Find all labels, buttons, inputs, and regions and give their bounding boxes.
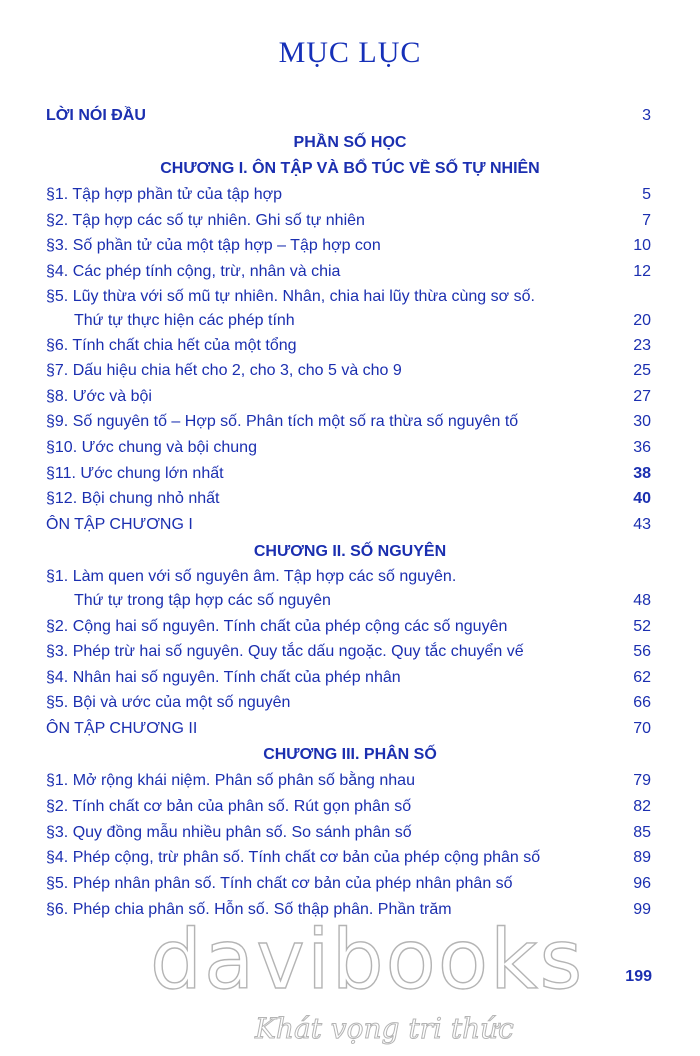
toc-entry-text: §1. Tập hợp phần tử của tập hợp: [46, 186, 283, 203]
toc-entry[interactable]: [46, 333, 651, 359]
toc-entry-page: 20: [633, 312, 651, 329]
toc-entry-text-continued: Thứ tự trong tập hợp các số nguyên: [74, 592, 331, 609]
toc-entry-text: LỜI NÓI ĐẦU: [46, 107, 146, 124]
chapter-heading: CHƯƠNG II. SỐ NGUYÊN: [253, 543, 447, 560]
toc-entry[interactable]: [46, 768, 651, 794]
toc-entry-page: 38: [633, 465, 651, 482]
toc-entry[interactable]: [46, 409, 651, 435]
toc-entry-text-continued: Thứ tự thực hiện các phép tính: [74, 312, 295, 329]
toc-entry-text: §6. Phép chia phân số. Hỗn số. Số thập phân. Phần trăm: [46, 901, 452, 918]
watermark-brand: davibooks: [150, 913, 585, 1008]
toc-entry-page: 43: [633, 516, 651, 533]
toc-entry-page: 99: [633, 901, 651, 918]
toc-entry[interactable]: [46, 512, 651, 538]
toc-entry[interactable]: [46, 614, 651, 640]
toc-entry-page: 25: [633, 362, 651, 379]
toc-entry-page: 70: [633, 720, 651, 737]
toc-entry[interactable]: [46, 435, 651, 461]
watermark-slogan: Khát vọng tri thức: [255, 1012, 514, 1045]
toc-entry[interactable]: [46, 233, 651, 259]
page-title: MỤC LỤC: [278, 36, 422, 69]
toc-entry-text: §9. Số nguyên tố – Hợp số. Phân tích một số ra thừa số nguyên tố: [46, 413, 519, 430]
toc-entry-text: §8. Ước và bội: [46, 388, 152, 405]
toc-entry-text: §7. Dấu hiệu chia hết cho 2, cho 3, cho 5 và cho 9: [46, 362, 402, 379]
toc-entry-text: §5. Lũy thừa với số mũ tự nhiên. Nhân, chia hai lũy thừa cùng sơ số.: [46, 288, 535, 305]
toc-entry-page: 3: [642, 107, 651, 124]
toc-entry-page: 23: [633, 337, 651, 354]
toc-entry-page: 52: [633, 618, 651, 635]
toc-entry-text: §2. Tính chất cơ bản của phân số. Rút gọn phân số: [46, 798, 412, 815]
toc-entry-page: 85: [633, 824, 651, 841]
toc-entry[interactable]: [46, 690, 651, 716]
toc-entry-text: §4. Phép cộng, trừ phân số. Tính chất cơ bản của phép cộng phân số: [46, 849, 541, 866]
chapter-heading: CHƯƠNG III. PHÂN SỐ: [263, 746, 437, 763]
toc-entry-text: §10. Ước chung và bội chung: [46, 439, 257, 456]
toc-entry-page: 89: [633, 849, 651, 866]
toc-entry-text: ÔN TẬP CHƯƠNG I: [46, 516, 193, 533]
toc-entry-text: §5. Bội và ước của một số nguyên: [46, 694, 291, 711]
toc-entry-text: §2. Tập hợp các số tự nhiên. Ghi số tự nhiên: [46, 212, 365, 229]
toc-entry-text: ÔN TẬP CHƯƠNG II: [46, 720, 198, 737]
toc-entry[interactable]: [46, 284, 651, 336]
toc-entry[interactable]: [46, 208, 651, 234]
toc-entry[interactable]: [46, 564, 651, 616]
toc-entry-text: §5. Phép nhân phân số. Tính chất cơ bản của phép nhân phân số: [46, 875, 513, 892]
toc-entry-text: §6. Tính chất chia hết của một tổng: [46, 337, 297, 354]
toc-entry-page: 10: [633, 237, 651, 254]
toc-entry-text: §1. Mở rộng khái niệm. Phân số phân số bằng nhau: [46, 772, 415, 789]
toc-entry-text: §4. Nhân hai số nguyên. Tính chất của phép nhân: [46, 669, 401, 686]
toc-entry[interactable]: [46, 639, 651, 665]
toc-entry-page: 40: [633, 490, 651, 507]
toc-entry-page: 79: [633, 772, 651, 789]
toc-entry-page: 56: [633, 643, 651, 660]
chapter-heading: CHƯƠNG I. ÔN TẬP VÀ BỔ TÚC VỀ SỐ TỰ NHIÊN: [160, 160, 540, 177]
toc-entry-text: §3. Phép trừ hai số nguyên. Quy tắc dấu ngoặc. Quy tắc chuyển vế: [46, 643, 524, 660]
toc-entry-page: 62: [633, 669, 651, 686]
toc-entry-page: 5: [642, 186, 651, 203]
toc-entry[interactable]: [46, 665, 651, 691]
toc-entry[interactable]: [46, 871, 651, 897]
toc-entry[interactable]: [46, 259, 651, 285]
toc-entry-page: 66: [633, 694, 651, 711]
toc-entry-text: §2. Cộng hai số nguyên. Tính chất của phép cộng các số nguyên: [46, 618, 508, 635]
toc-entry-text: §12. Bội chung nhỏ nhất: [46, 490, 220, 507]
toc-entry-page: 36: [633, 439, 651, 456]
toc-entry-page: 27: [633, 388, 651, 405]
toc-entry-page: 7: [642, 212, 651, 229]
toc-entry-text: §4. Các phép tính cộng, trừ, nhân và chia: [46, 263, 341, 280]
toc-entry-page: 12: [633, 263, 651, 280]
toc-entry[interactable]: [46, 820, 651, 846]
toc-entry[interactable]: [46, 845, 651, 871]
toc-entry-text: §3. Quy đồng mẫu nhiều phân số. So sánh phân số: [46, 824, 412, 841]
toc-entry-page: 82: [633, 798, 651, 815]
toc-entry-text: §3. Số phần tử của một tập hợp – Tập hợp con: [46, 237, 381, 254]
toc-entry-text: §11. Ước chung lớn nhất: [46, 465, 224, 482]
toc-preface[interactable]: [46, 103, 651, 129]
toc-entry-text: §1. Làm quen với số nguyên âm. Tập hợp các số nguyên.: [46, 568, 457, 585]
toc-entry-page: 48: [633, 592, 651, 609]
page-number: 199: [625, 968, 652, 985]
part-heading: PHẦN SỐ HỌC: [293, 134, 407, 151]
toc-entry[interactable]: [46, 461, 651, 487]
toc-entry[interactable]: [46, 794, 651, 820]
toc-entry[interactable]: [46, 716, 651, 742]
toc-entry[interactable]: [46, 384, 651, 410]
toc-entry-page: 96: [633, 875, 651, 892]
toc-entry-page: 30: [633, 413, 651, 430]
toc-entry[interactable]: [46, 486, 651, 512]
toc-entry[interactable]: [46, 182, 651, 208]
toc-entry[interactable]: [46, 358, 651, 384]
